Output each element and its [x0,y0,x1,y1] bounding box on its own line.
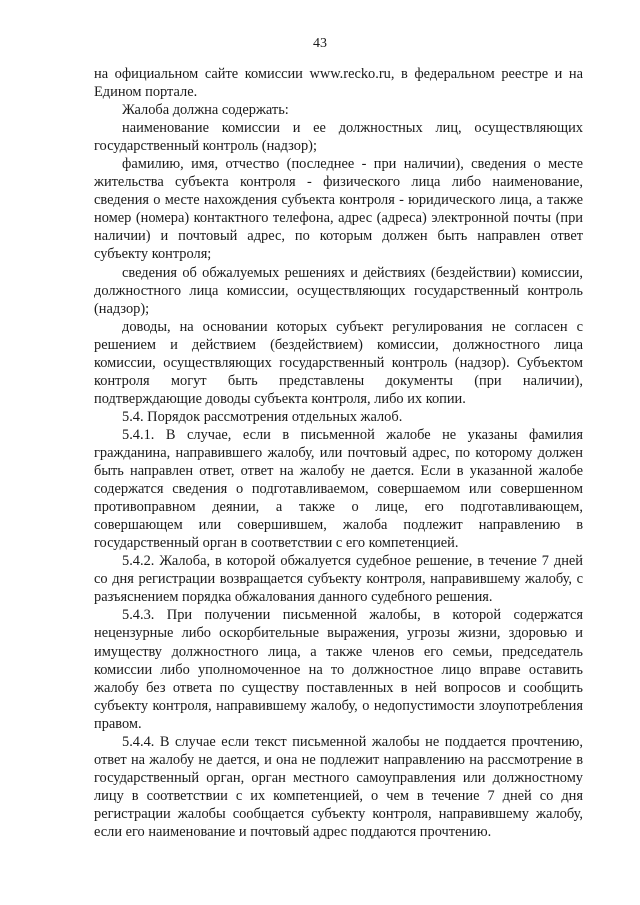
clause-5-4-4: 5.4.4. В случае если текст письменной жалобы не поддается прочтению, ответ на жалобу не дается, и она не подлежит направлению на рассмотрение в государственный орган, орган местного самоуправления или должностному лицу в соответствии с их компетенцией, о чем в течение 7 дней со дня регистрации жалобы сообщается субъекту контроля, направившему жалобу, если его наименование и почтовый адрес поддаются прочтению. [94,733,583,840]
paragraph-continuation-portal: на официальном сайте комиссии www.recko.ru, в федеральном реестре и на Едином портале. [94,66,583,101]
paragraph-applicant-details: фамилию, имя, отчество (последнее - при наличии), сведения о месте жительства субъекта контроля - физического лица либо наименование, сведения о месте нахождения субъекта контроля - юридического лица, а также номер (номера) контактного телефона, адрес (адреса) электронной почты (при наличии) и почтовый адрес, по которым должен быть направлен ответ субъекту контроля; [94,156,583,263]
page-number: 43 [313,36,327,51]
paragraph-commission-name: наименование комиссии и ее должностных лиц, осуществляющих государственный контроль (надзор); [94,120,583,155]
clause-5-4-2: 5.4.2. Жалоба, в которой обжалуется судебное решение, в течение 7 дней со дня регистрации возвращается субъекту контроля, направившему жалобу, с разъяснением порядка обжалования данного судебного решения. [94,553,583,606]
section-heading-5-4: 5.4. Порядок рассмотрения отдельных жалоб. [122,408,403,425]
clause-5-4-1: 5.4.1. В случае, если в письменной жалобе не указаны фамилия гражданина, направившего жалобу, или почтовый адрес, по которому должен быть направлен ответ, ответ на жалобу не дается. Если в указанной жалобе содержатся сведения о подготавливаемом, совершаемом или совершенном противоправном деянии, а также о лице, его подготавливающем, совершающем или совершившем, жалоба подлежит направлению в государственный орган в соответствии с его компетенцией. [94,426,583,552]
document-body [94,65,583,841]
clause-5-4-3: 5.4.3. При получении письменной жалобы, в которой содержатся нецензурные либо оскорбительные выражения, угрозы жизни, здоровью и имуществу должностного лица, а также членов его семьи, председатель комиссии либо уполномоченное на то должностное лицо вправе оставить жалобу без ответа по существу поставленных в ней вопросов и сообщить субъекту контроля, направившему жалобу, о недопустимости злоупотребления правом. [94,607,583,732]
paragraph-appealed-decisions: сведения об обжалуемых решениях и действиях (бездействии) комиссии, должностного лица комиссии, осуществляющих государственный контроль (надзор); [94,264,583,317]
paragraph-complaint-must-contain: Жалоба должна содержать: [122,102,289,119]
paragraph-arguments: доводы, на основании которых субъект регулирования не согласен с решением и действием (бездействием) комиссии, должностного лица комиссии, осуществляющих государственный контроль (надзор). Субъектом контроля могут быть представлены документы (при наличии), подтверждающие доводы субъекта контроля, либо их копии. [94,318,583,407]
